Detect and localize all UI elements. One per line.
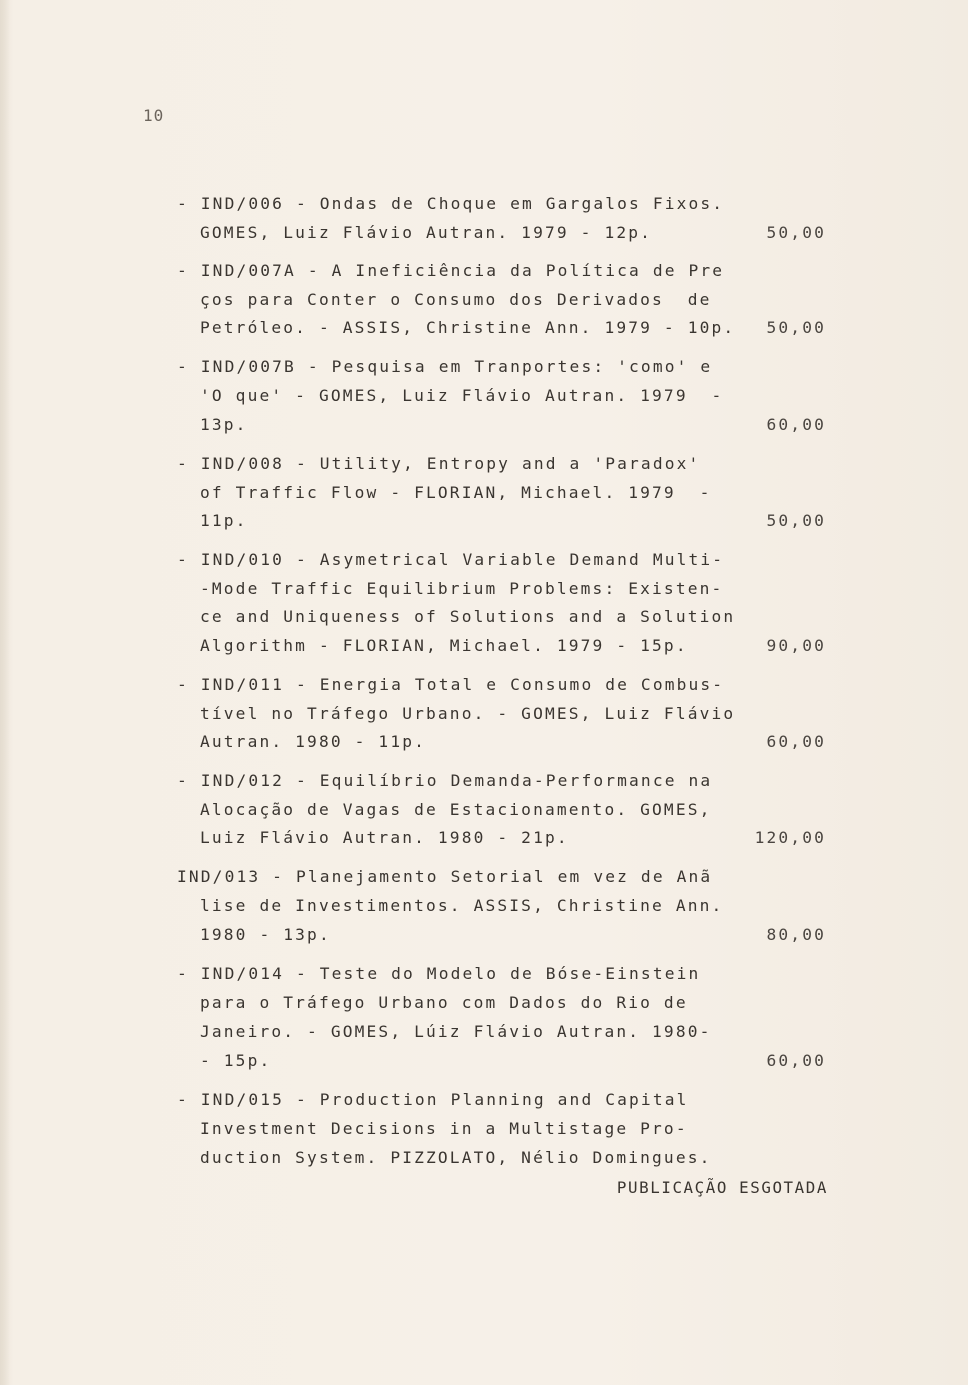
entry-price: 80,00 bbox=[766, 925, 826, 944]
entry-price: 60,00 bbox=[766, 415, 826, 434]
entry-line: para o Tráfego Urbano com Dados do Rio de bbox=[200, 993, 688, 1012]
entry-line: -Mode Traffic Equilibrium Problems: Existen- bbox=[200, 579, 724, 598]
entry-line: - 15p. bbox=[200, 1051, 272, 1070]
entry-line: ce and Uniqueness of Solutions and a Solution bbox=[200, 607, 736, 626]
entry-price: 50,00 bbox=[766, 318, 826, 337]
entry-line: GOMES, Luiz Flávio Autran. 1979 - 12p. bbox=[200, 223, 653, 242]
entry-line: IND/013 - Planejamento Setorial em vez de Anã bbox=[177, 867, 713, 886]
entry-line: Luiz Flávio Autran. 1980 - 21p. bbox=[200, 828, 569, 847]
entry-line: Alocação de Vagas de Estacionamento. GOMES, bbox=[200, 800, 712, 819]
entry-line: tível no Tráfego Urbano. - GOMES, Luiz Flávio bbox=[200, 704, 736, 723]
entry-price: 60,00 bbox=[766, 1051, 826, 1070]
entry-line: Investment Decisions in a Multistage Pro- bbox=[200, 1119, 688, 1138]
entry-line: - IND/007B - Pesquisa em Tranportes: 'como' e bbox=[177, 357, 713, 376]
entry-line: ços para Conter o Consumo dos Derivados de bbox=[200, 290, 712, 309]
entry-price: 60,00 bbox=[766, 732, 826, 751]
entry-line: Algorithm - FLORIAN, Michael. 1979 - 15p. bbox=[200, 636, 688, 655]
paper-edge bbox=[0, 0, 10, 1385]
entry-price: 90,00 bbox=[766, 636, 826, 655]
entry-line: - IND/015 - Production Planning and Capital bbox=[177, 1090, 689, 1109]
entry-line: - IND/007A - A Ineficiência da Política de Pre bbox=[177, 261, 725, 280]
entry-line: lise de Investimentos. ASSIS, Christine Ann. bbox=[200, 896, 724, 915]
entry-line: - IND/014 - Teste do Modelo de Bóse-Einstein bbox=[177, 964, 701, 983]
entry-line: Petróleo. - ASSIS, Christine Ann. 1979 - 10p. bbox=[200, 318, 736, 337]
entry-price: 50,00 bbox=[766, 223, 826, 242]
entry-line: - IND/012 - Equilíbrio Demanda-Performance na bbox=[177, 771, 713, 790]
entry-line: 1980 - 13p. bbox=[200, 925, 331, 944]
entry-line: - IND/008 - Utility, Entropy and a 'Paradox' bbox=[177, 454, 701, 473]
entry-line: duction System. PIZZOLATO, Nélio Domingues. bbox=[200, 1148, 712, 1167]
entry-line: - IND/006 - Ondas de Choque em Gargalos Fixos. bbox=[177, 194, 725, 213]
entry-line: - IND/010 - Asymetrical Variable Demand Multi- bbox=[177, 550, 725, 569]
entry-line: of Traffic Flow - FLORIAN, Michael. 1979 - bbox=[200, 483, 712, 502]
entry-line: Autran. 1980 - 11p. bbox=[200, 732, 427, 751]
entry-line: Janeiro. - GOMES, Lúiz Flávio Autran. 1980- bbox=[200, 1022, 712, 1041]
entry-line: 13p. bbox=[200, 415, 248, 434]
entry-line: 11p. bbox=[200, 511, 248, 530]
out-of-print-status: PUBLICAÇÃO ESGOTADA bbox=[616, 1178, 828, 1197]
entry-price: 50,00 bbox=[766, 511, 826, 530]
entry-line: 'O que' - GOMES, Luiz Flávio Autran. 1979 - bbox=[200, 386, 724, 405]
entry-price: 120,00 bbox=[754, 828, 826, 847]
page-number: 10 bbox=[143, 106, 165, 125]
entry-line: - IND/011 - Energia Total e Consumo de Combus- bbox=[177, 675, 725, 694]
